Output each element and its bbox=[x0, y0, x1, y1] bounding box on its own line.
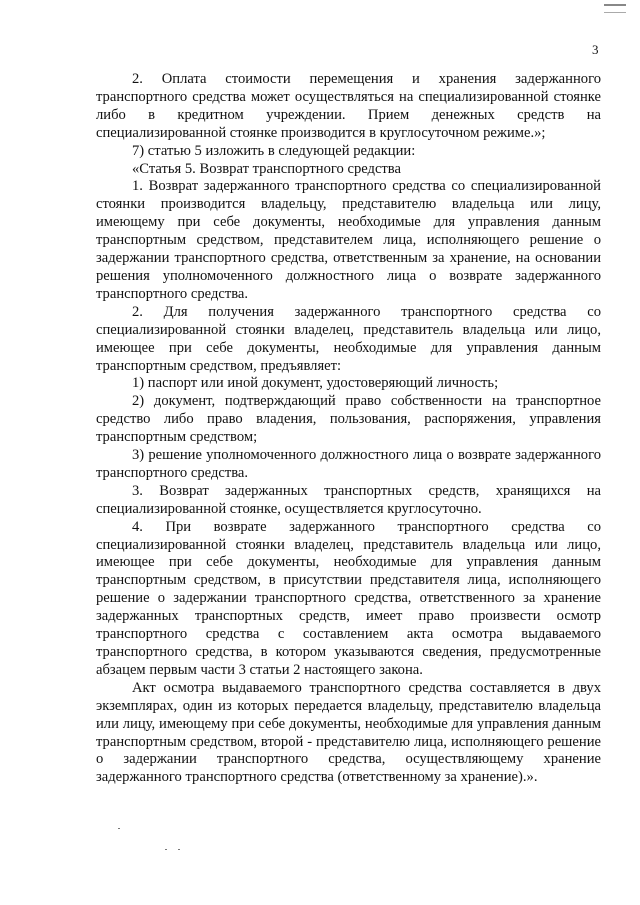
paragraph-article-part-3: 3. Возврат задержанных транспортных средств, хранящихся на специализированной стоянке, осуществляется круглосуточно. bbox=[96, 482, 601, 517]
scan-speck bbox=[165, 849, 167, 850]
paragraph-article-part-4: 4. При возврате задержанного транспортного средства со специализированной стоянки владелец, представитель владельца или лицо, имеющее при себе документы, необходимые для управления данным транспортным средством, в присутствии представителя лица, исполняющего решение о задержании транспортного средства, ответственного за хранение задержанных транспортных средств, имеет право произвести осмотр транспортного средства с составлением акта осмотра выдаваемого транспортного средства, в котором указываются сведения, предусмотренные абзацем первым части 3 статьи 2 настоящего закона. bbox=[96, 518, 601, 678]
paragraph-inspection-act: Акт осмотра выдаваемого транспортного средства составляется в двух экземплярах, один из которых передается владельцу, представителю владельца или лицу, имеющему при себе документы, необходимые для управления данным транспортным средством, второй - представителю лица, исполняющего решение о задержании транспортного средства, осуществляющему хранение задержанного транспортного средства (ответственному за хранение).». bbox=[96, 679, 601, 786]
document-body bbox=[96, 71, 601, 787]
paragraph-article-part-1: 1. Возврат задержанного транспортного средства со специализированной стоянки производится владельцу, представителю владельца или лицу, имеющему при себе документы, необходимые для управления данным транспортным средством, представителем лица, исполняющего решение о задержании транспортного средства, ответственным за хранение, на основании решения уполномоченного должностного лица о возврате задержанного транспортного средства. bbox=[96, 178, 601, 302]
list-item-1: 1) паспорт или иной документ, удостоверяющий личность; bbox=[132, 375, 499, 392]
page-number: 3 bbox=[592, 42, 599, 57]
paragraph-amendment-intro: 7) статью 5 изложить в следующей редакции: bbox=[132, 142, 416, 159]
scan-speck bbox=[178, 849, 180, 850]
scan-speck bbox=[118, 828, 120, 829]
list-item-2: 2) документ, подтверждающий право собственности на транспортное средство либо право владения, пользования, распоряжения, управления транспортным средством; bbox=[96, 393, 601, 446]
scan-artifact bbox=[604, 4, 626, 13]
article-heading: «Статья 5. Возврат транспортного средства bbox=[132, 160, 401, 177]
paragraph-article-part-2: 2. Для получения задержанного транспортного средства со специализированной стоянки владелец, представитель владельца или лицо, имеющее при себе документы, необходимые для управления данным транспортным средством, предъявляет: bbox=[96, 303, 601, 374]
paragraph-payment: 2. Оплата стоимости перемещения и хранения задержанного транспортного средства может осуществляться на специализированной стоянке либо в кредитном учреждении. Прием денежных средств на специализированной стоянке производится в круглосуточном режиме.»; bbox=[96, 71, 601, 141]
list-item-3: 3) решение уполномоченного должностного лица о возврате задержанного транспортного средства. bbox=[96, 447, 601, 481]
